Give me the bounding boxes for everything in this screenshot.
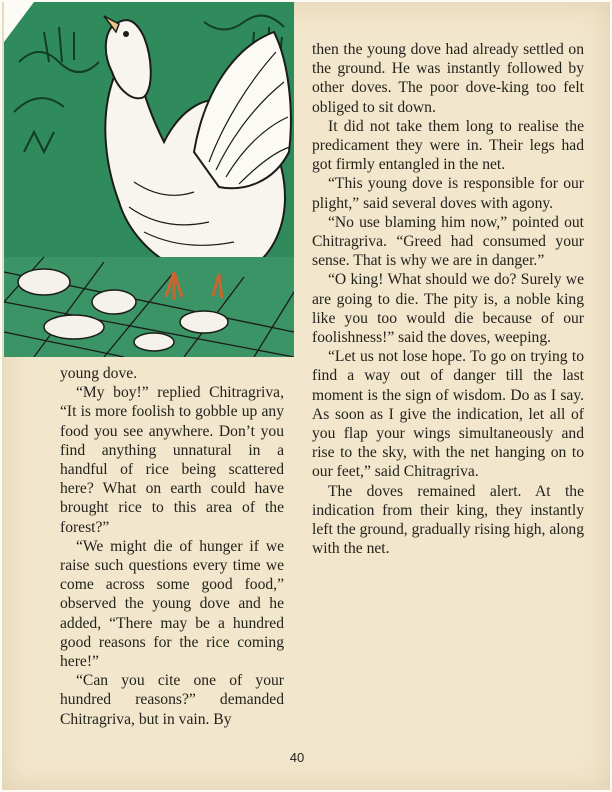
paragraph: “My boy!” replied Chitragriva, “It is more foolish to gobble up any food you see anywhere. Don’t you find anything unnatural in a handful of rice being scattered here? What on earth could have brought rice to this area of the forest?” (60, 384, 284, 536)
paragraph: “This young dove is responsible for our plight,” said several doves with agony. (312, 175, 584, 212)
dove-illustration (4, 2, 294, 357)
paragraph: then the young dove had already settled on the ground. He was instantly followed by other doves. The poor dove-king too felt obliged to sit down. (312, 41, 584, 116)
paragraph: “No use blaming him now,” pointed out Chitragriva. “Greed had consumed your sense. That is why we are in danger.” (312, 213, 584, 270)
right-column (312, 40, 584, 558)
paragraph: It did not take them long to realise the predicament they were in. Their legs had got firmly entangled in the net. (312, 117, 584, 174)
paragraph: “Let us not lose hope. To go on trying to find a way out of danger till the last moment is the sign of wisdom. Do as I say. As soon as I give the indication, let all of you flap your wings simultaneously and rise to the sky, with the net hanging on to our feet,” said Chitragriva. (312, 348, 584, 481)
paragraph: “Can you cite one of your hundred reasons?” demanded Chitragriva, but in vain. By (60, 672, 284, 728)
page-number: 40 (289, 750, 305, 765)
paragraph: “We might die of hunger if we raise such questions every time we come across some good food,” observed the young dove and he added, “There may be a hundred good reasons for the rice coming here!” (60, 537, 284, 671)
left-column (60, 364, 284, 729)
magazine-page (2, 2, 610, 790)
paragraph: The doves remained alert. At the indication from their king, they instantly left the ground, gradually rising high, along with the net. (312, 482, 584, 558)
paragraph: young dove. (60, 365, 138, 382)
paragraph: “O king! What should we do? Surely we are going to die. The pity is, a noble king like you too would die because of our foolishness!” said the doves, weeping. (312, 271, 584, 347)
